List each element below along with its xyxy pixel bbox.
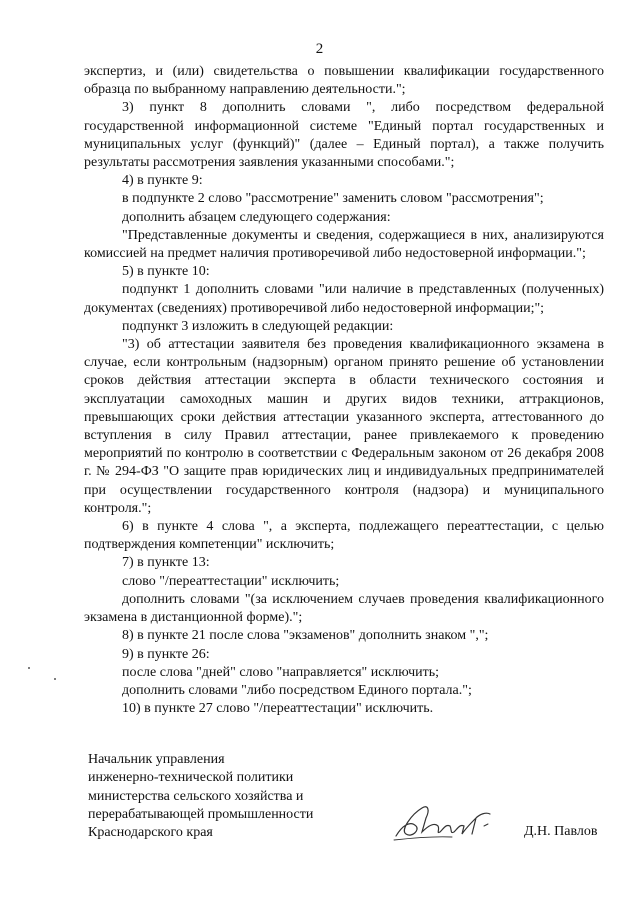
signer-position-line: министерства сельского хозяйства и [88, 788, 304, 804]
signer-position-line: инженерно-технической политики [88, 770, 294, 786]
document-body [84, 63, 604, 718]
paragraph: 8) в пункте 21 после слова "экзаменов" дополнить знаком ","; [122, 628, 489, 644]
paragraph: 9) в пункте 26: [122, 646, 210, 662]
paragraph: подпункт 3 изложить в следующей редакции: [122, 318, 394, 334]
paragraph: 6) в пункте 4 слова ", а эксперта, подлежащего переаттестации, с целью подтверждения компетенции" исключить; [84, 519, 604, 553]
paragraph: дополнить словами "(за исключением случаев проведения квалификационного экзамена в дистанционной форме)."; [84, 591, 604, 626]
scan-dot [28, 667, 30, 669]
paragraph: "3) об аттестации заявителя без проведения квалификационного экзамена в случае, если контрольным (надзорным) органом принято решение об установлении сроков действия аттестации эксперта в области технического состояния и эксплуатации самоходных машин и других видов техники, аттракционов, превышающих сроки действия аттестации указанного эксперта, аттестованного до вступления в силу Правил аттестации, ранее привлекаемого к проведению мероприятий по контролю в соответствии с Федеральным законом от 26 декабря 2008 г. № 294-ФЗ "О защите прав юридических лиц и индивидуальных предпринимателей при осуществлении государственного контроля (надзора) и муниципального контроля."; [84, 337, 604, 516]
paragraph: "Представленные документы и сведения, содержащиеся в них, анализируются комиссией на предмет наличия противоречивой либо недостоверной информации."; [84, 227, 604, 262]
page-number: 2 [315, 41, 324, 57]
paragraph: слово "/переаттестации" исключить; [122, 573, 340, 589]
signer-position-line: перерабатывающей промышленности [88, 806, 314, 822]
handwritten-signature [392, 796, 512, 846]
paragraph: подпункт 1 дополнить словами "или наличие в представленных (полученных) документах (сведениях) противоречивой либо недостоверной информации;"; [84, 282, 604, 316]
paragraph: 4) в пункте 9: [122, 173, 203, 189]
paragraph: 10) в пункте 27 слово "/переаттестации" исключить. [122, 701, 434, 717]
signer-name: Д.Н. Павлов [524, 824, 598, 839]
paragraph: дополнить словами "либо посредством Единого портала."; [122, 682, 472, 698]
signer-position-line: Начальник управления [88, 752, 225, 767]
paragraph: дополнить абзацем следующего содержания: [122, 209, 391, 225]
paragraph: 3) пункт 8 дополнить словами ", либо посредством федеральной государственной информационной системе "Единый портал государственных и муниципальных услуг (функций)" (далее – Единый портал), а также получить результаты рассмотрения заявления указанными способами."; [84, 100, 604, 171]
paragraph: в подпункте 2 слово "рассмотрение" заменить словом "рассмотрения"; [122, 191, 544, 207]
paragraph: 5) в пункте 10: [122, 264, 210, 280]
paragraph: экспертиз, и (или) свидетельства о повышении квалификации государственного образца по выбранному направлению деятельности."; [84, 64, 604, 98]
paragraph: после слова "дней" слово "направляется" исключить; [122, 664, 440, 680]
paragraph: 7) в пункте 13: [122, 555, 210, 571]
scan-dot [54, 678, 56, 680]
signer-position-line: Краснодарского края [88, 825, 213, 841]
signer-position [88, 751, 388, 842]
